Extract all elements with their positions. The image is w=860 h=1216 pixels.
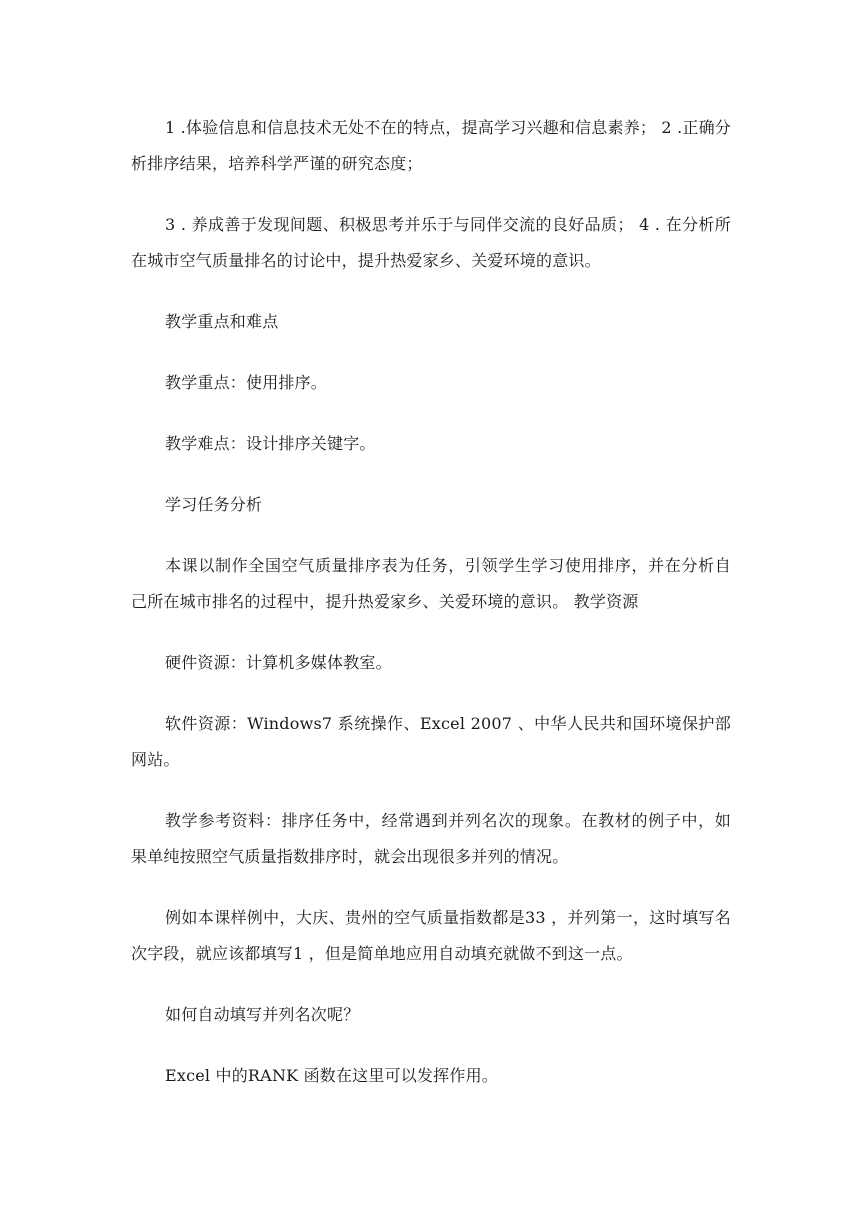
rank-function-paragraph: Excel 中的RANK 函数在这里可以发挥作用。	[165, 1066, 498, 1085]
question-paragraph: 如何自动填写并列名次呢？	[165, 1005, 360, 1024]
section-heading-task-analysis: 学习任务分析	[165, 495, 263, 514]
section-heading-key-points: 教学重点和难点	[165, 312, 279, 331]
software-resources-paragraph: 软件资源：Windows7 系统操作、Excel 2007 、中华人民共和国环境保护部网站。	[131, 714, 731, 769]
hardware-resources-paragraph: 硬件资源：计算机多媒体教室。	[165, 653, 392, 672]
key-point-paragraph: 教学重点：使用排序。	[165, 373, 328, 392]
reference-material-paragraph: 教学参考资料：排序任务中，经常遇到并列名次的现象。在教材的例子中，如果单纯按照空气质量指数排序时，就会出现很多并列的情况。	[131, 811, 731, 866]
document-page	[131, 110, 731, 1094]
objective-paragraph-3-4: 3 . 养成善于发现间题、积极思考并乐于与同伴交流的良好品质； 4 . 在分析所在城市空气质量排名的讨论中，提升热爱家乡、关爱环境的意识。	[131, 215, 731, 270]
objective-paragraph-1-2: 1 .体验信息和信息技术无处不在的特点，提高学习兴趣和信息素养； 2 .正确分析排序结果，培养科学严谨的研究态度；	[131, 118, 731, 173]
example-paragraph: 例如本课样例中，大庆、贵州的空气质量指数都是33 ，并列第一，这时填写名次字段，就应该都填写1 ，但是简单地应用自动填充就做不到这一点。	[131, 908, 731, 963]
difficulty-paragraph: 教学难点：设计排序关键字。	[165, 434, 376, 453]
task-analysis-paragraph: 本课以制作全国空气质量排序表为任务，引领学生学习使用排序，并在分析自己所在城市排名的过程中，提升热爱家乡、关爱环境的意识。 教学资源	[131, 556, 731, 611]
